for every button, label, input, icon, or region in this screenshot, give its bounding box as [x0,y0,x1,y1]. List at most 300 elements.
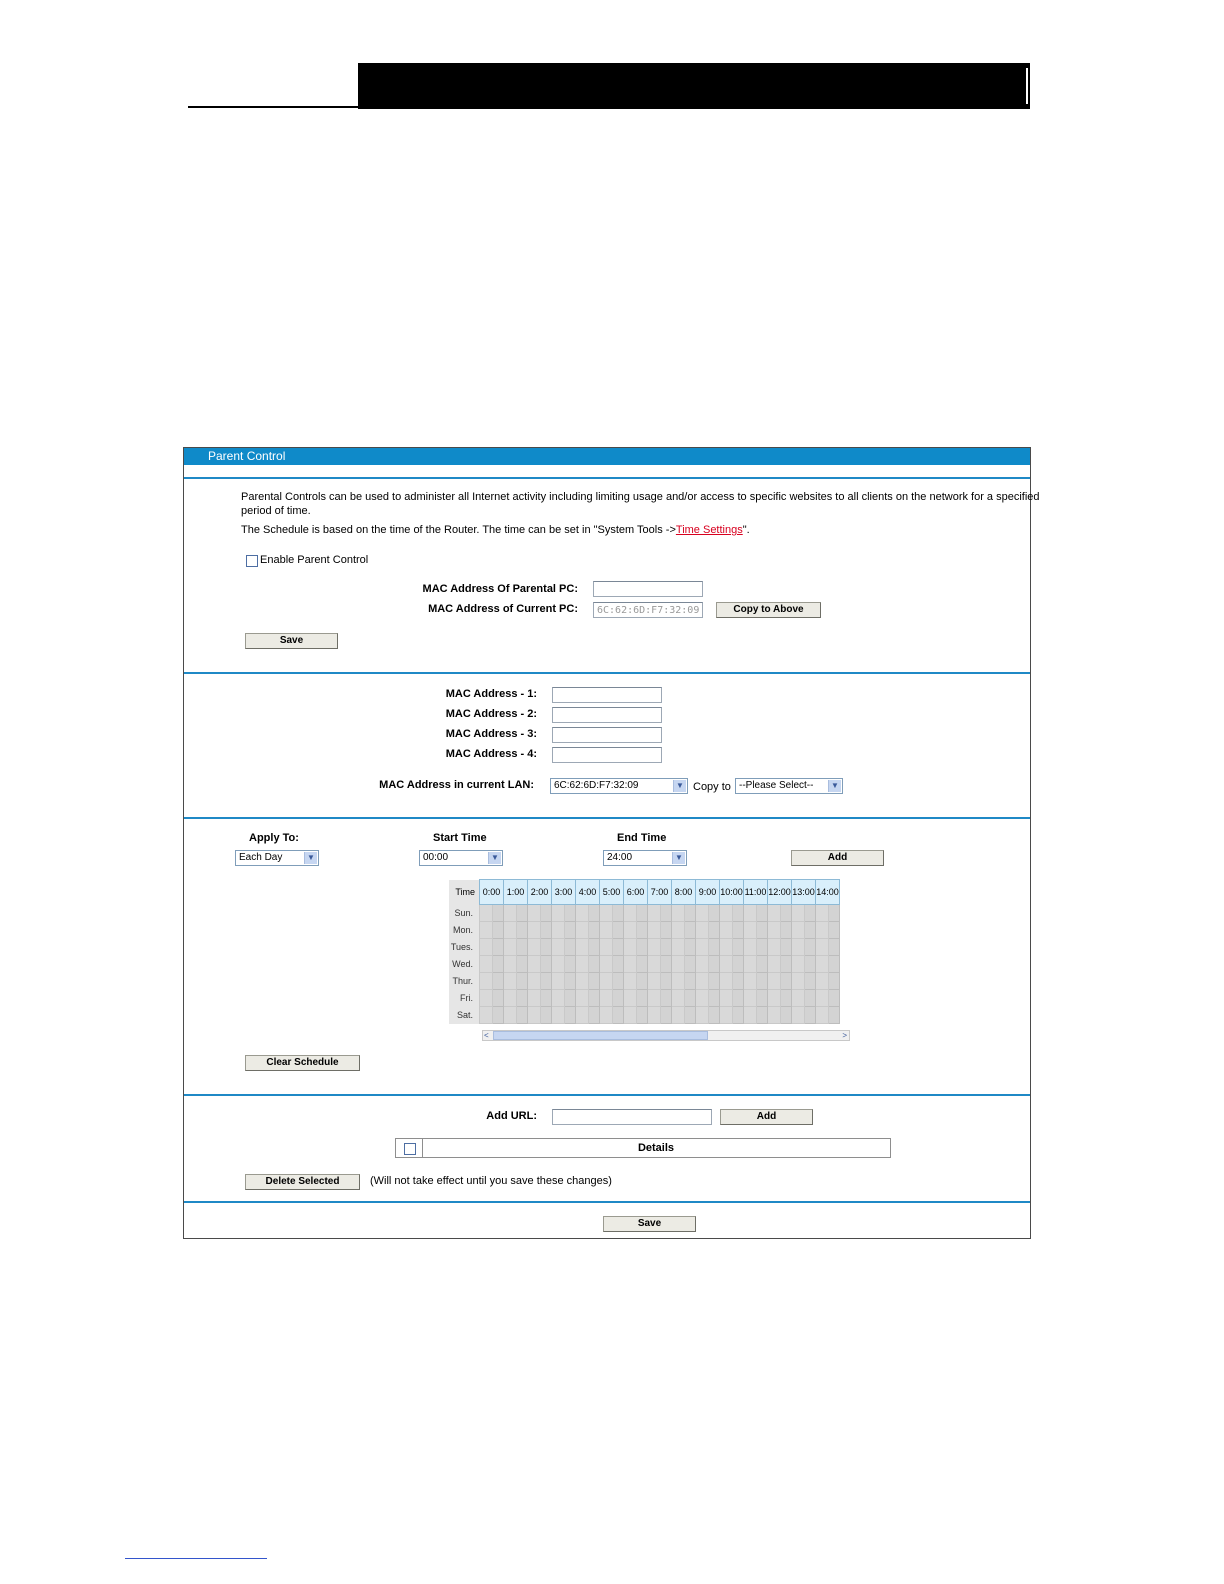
schedule-slot[interactable] [504,939,517,956]
intro-text-line2: period of time. [241,505,311,517]
schedule-slot[interactable] [600,922,613,939]
schedule-slot[interactable] [624,973,637,990]
schedule-slot[interactable] [660,956,671,973]
schedule-slot[interactable] [708,905,719,922]
schedule-slot[interactable] [636,990,647,1007]
schedule-slot[interactable] [552,990,565,1007]
schedule-slot[interactable] [528,956,541,973]
schedule-slot[interactable] [708,956,719,973]
schedule-slot[interactable] [612,973,623,990]
schedule-slot[interactable] [564,990,575,1007]
current-pc-mac-label: MAC Address of Current PC: [428,603,578,615]
schedule-slot[interactable] [672,973,685,990]
section-separator [184,477,1030,479]
schedule-slot[interactable] [744,922,757,939]
schedule-slot[interactable] [672,956,685,973]
schedule-slot[interactable] [660,922,671,939]
schedule-slot[interactable] [756,990,767,1007]
schedule-slot[interactable] [480,973,493,990]
schedule-slot[interactable] [648,956,661,973]
schedule-slot[interactable] [768,990,781,1007]
delete-note: (Will not take effect until you save these changes) [370,1175,612,1187]
schedule-slot[interactable] [756,956,767,973]
schedule-slot[interactable] [804,956,815,973]
schedule-slot[interactable] [684,973,695,990]
schedule-slot[interactable] [588,990,599,1007]
hour-header: 11:00 [744,880,768,905]
copy-to-label: Copy to [693,781,731,793]
schedule-slot[interactable] [732,990,743,1007]
schedule-slot[interactable] [720,956,733,973]
schedule-slot[interactable] [804,939,815,956]
schedule-slot[interactable] [600,1007,613,1024]
schedule-slot[interactable] [792,939,805,956]
clear-schedule-button[interactable]: Clear Schedule [245,1055,360,1071]
add-url-label: Add URL: [486,1110,537,1122]
schedule-slot[interactable] [576,973,589,990]
schedule-slot[interactable] [492,905,503,922]
schedule-slot[interactable] [684,990,695,1007]
schedule-slot[interactable] [828,905,839,922]
schedule-slot[interactable] [696,905,709,922]
schedule-slot[interactable] [816,905,829,922]
schedule-slot[interactable] [648,973,661,990]
hour-header: 1:00 [504,880,528,905]
mac-address-1-input[interactable] [552,687,662,703]
schedule-slot[interactable] [828,956,839,973]
day-label: Mon. [449,922,480,939]
schedule-slot[interactable] [816,956,829,973]
day-label: Sat. [449,1007,480,1024]
schedule-slot[interactable] [588,939,599,956]
schedule-slot[interactable] [504,990,517,1007]
hour-header: 3:00 [552,880,576,905]
day-label: Sun. [449,905,480,922]
parental-pc-mac-input[interactable] [593,581,703,597]
hour-header: 8:00 [672,880,696,905]
schedule-slot[interactable] [564,956,575,973]
schedule-slot[interactable] [588,922,599,939]
schedule-slot[interactable] [516,905,527,922]
lan-mac-label: MAC Address in current LAN: [379,779,534,791]
schedule-slot[interactable] [492,939,503,956]
lan-mac-selected: 6C:62:6D:F7:32:09 [554,780,639,791]
parent-control-panel [183,447,1040,1239]
apply-to-selected: Each Day [239,852,283,863]
schedule-slot[interactable] [732,939,743,956]
current-pc-mac-field: 6C:62:6D:F7:32:09 [593,602,703,618]
schedule-slot[interactable] [732,1007,743,1024]
schedule-slot[interactable] [672,905,685,922]
apply-to-label: Apply To: [249,832,299,844]
schedule-slot[interactable] [492,922,503,939]
mac-address-4-input[interactable] [552,747,662,763]
hour-header: 7:00 [648,880,672,905]
schedule-slot[interactable] [768,973,781,990]
schedule-slot[interactable] [540,922,551,939]
schedule-slot[interactable] [528,939,541,956]
schedule-slot[interactable] [528,905,541,922]
schedule-slot[interactable] [480,990,493,1007]
schedule-slot[interactable] [792,956,805,973]
mac-address-2-label: MAC Address - 2: [445,708,537,720]
schedule-slot[interactable] [792,1007,805,1024]
schedule-slot[interactable] [732,973,743,990]
hour-header: 13:00 [792,880,816,905]
add-url-button[interactable]: Add [720,1109,813,1125]
schedule-slot[interactable] [600,956,613,973]
save-button[interactable]: Save [603,1216,696,1232]
schedule-slot[interactable] [732,905,743,922]
schedule-slot[interactable] [576,956,589,973]
schedule-slot[interactable] [552,939,565,956]
hour-header: 14:00 [816,880,840,905]
day-label: Tues. [449,939,480,956]
schedule-slot[interactable] [816,939,829,956]
schedule-slot[interactable] [780,922,791,939]
schedule-slot[interactable] [684,956,695,973]
schedule-slot[interactable] [636,905,647,922]
schedule-slot[interactable] [732,922,743,939]
mac-address-4-label: MAC Address - 4: [445,748,537,760]
schedule-slot[interactable] [828,973,839,990]
schedule-slot[interactable] [744,973,757,990]
schedule-slot[interactable] [744,990,757,1007]
schedule-slot[interactable] [648,922,661,939]
schedule-slot[interactable] [564,973,575,990]
schedule-slot[interactable] [612,922,623,939]
section-separator [184,817,1030,819]
schedule-slot[interactable] [816,922,829,939]
schedule-slot[interactable] [720,1007,733,1024]
schedule-slot[interactable] [708,1007,719,1024]
mac-address-3-label: MAC Address - 3: [445,728,537,740]
schedule-slot[interactable] [804,905,815,922]
schedule-slot[interactable] [624,905,637,922]
schedule-slot[interactable] [612,905,623,922]
schedule-slot[interactable] [624,939,637,956]
schedule-slot[interactable] [684,905,695,922]
enable-parent-control-label: Enable Parent Control [260,554,369,566]
end-time-select[interactable] [603,850,687,866]
intro-text-suffix: ". [742,524,750,536]
schedule-slot[interactable] [756,939,767,956]
schedule-slot[interactable] [516,922,527,939]
schedule-slot[interactable] [792,922,805,939]
schedule-slot[interactable] [708,973,719,990]
schedule-slot[interactable] [780,905,791,922]
chevron-down-icon: ▼ [828,780,841,792]
schedule-slot[interactable] [720,905,733,922]
schedule-slot[interactable] [552,1007,565,1024]
schedule-slot[interactable] [564,905,575,922]
schedule-slot[interactable] [540,956,551,973]
schedule-slot[interactable] [528,1007,541,1024]
schedule-slot[interactable] [744,905,757,922]
schedule-slot[interactable] [804,973,815,990]
schedule-slot[interactable] [636,939,647,956]
schedule-slot[interactable] [720,939,733,956]
section-separator [184,1201,1030,1203]
select-all-checkbox[interactable] [404,1143,416,1155]
schedule-slot[interactable] [744,956,757,973]
chevron-down-icon: ▼ [304,852,317,864]
schedule-slot[interactable] [492,990,503,1007]
start-time-selected: 00:00 [423,852,449,863]
schedule-slot[interactable] [720,973,733,990]
schedule-slot[interactable] [660,990,671,1007]
hour-header: 5:00 [600,880,624,905]
schedule-slot[interactable] [660,905,671,922]
schedule-slot[interactable] [612,990,623,1007]
schedule-slot[interactable] [480,1007,493,1024]
schedule-slot[interactable] [576,1007,589,1024]
schedule-slot[interactable] [588,956,599,973]
schedule-slot[interactable] [684,1007,695,1024]
schedule-slot[interactable] [612,956,623,973]
schedule-slot[interactable] [696,990,709,1007]
schedule-slot[interactable] [612,939,623,956]
scroll-left-icon[interactable]: < [484,1031,489,1040]
schedule-scrollbar[interactable] [482,1030,850,1041]
end-time-label: End Time [617,832,667,844]
schedule-slot[interactable] [792,905,805,922]
schedule-slot[interactable] [768,1007,781,1024]
schedule-slot[interactable] [780,1007,791,1024]
schedule-slot[interactable] [768,922,781,939]
schedule-slot[interactable] [648,990,661,1007]
schedule-slot[interactable] [732,956,743,973]
mac-address-2-input[interactable] [552,707,662,723]
page-header-bar [358,63,1030,109]
schedule-slot[interactable] [552,973,565,990]
schedule-slot[interactable] [768,956,781,973]
schedule-slot[interactable] [660,973,671,990]
add-url-input[interactable] [552,1109,712,1125]
start-time-select[interactable] [419,850,503,866]
schedule-slot[interactable] [600,939,613,956]
scrollbar-thumb[interactable] [493,1031,708,1040]
schedule-slot[interactable] [756,905,767,922]
schedule-slot[interactable] [636,922,647,939]
day-label: Fri. [449,990,480,1007]
schedule-slot[interactable] [672,922,685,939]
add-schedule-button[interactable]: Add [791,850,884,866]
section-separator [184,1094,1030,1096]
schedule-slot[interactable] [648,1007,661,1024]
scroll-right-icon[interactable]: > [842,1031,847,1040]
schedule-slot[interactable] [816,1007,829,1024]
schedule-slot[interactable] [504,956,517,973]
schedule-slot[interactable] [696,922,709,939]
schedule-slot[interactable] [780,939,791,956]
schedule-slot[interactable] [492,956,503,973]
day-label: Wed. [449,956,480,973]
schedule-slot[interactable] [804,922,815,939]
schedule-slot[interactable] [756,922,767,939]
panel-title: Parent Control [208,449,286,463]
schedule-slot[interactable] [780,956,791,973]
schedule-slot[interactable] [660,1007,671,1024]
schedule-slot[interactable] [492,1007,503,1024]
schedule-slot[interactable] [480,939,493,956]
hour-header: 0:00 [480,880,504,905]
schedule-slot[interactable] [480,922,493,939]
schedule-slot[interactable] [672,1007,685,1024]
schedule-slot[interactable] [636,973,647,990]
delete-selected-button[interactable]: Delete Selected [245,1174,360,1190]
schedule-slot[interactable] [780,973,791,990]
schedule-slot[interactable] [780,990,791,1007]
schedule-slot[interactable] [552,956,565,973]
schedule-slot[interactable] [768,905,781,922]
schedule-slot[interactable] [672,939,685,956]
schedule-slot[interactable] [576,922,589,939]
details-header: Details [637,1142,675,1154]
schedule-slot[interactable] [792,973,805,990]
intro-text-prefix: The Schedule is based on the time of the Router. The time can be set in "System Tools -> [241,524,676,536]
schedule-slot[interactable] [828,990,839,1007]
schedule-slot[interactable] [828,939,839,956]
schedule-slot[interactable] [588,973,599,990]
schedule-slot[interactable] [588,905,599,922]
chevron-down-icon: ▼ [673,780,686,792]
enable-parent-control-checkbox[interactable] [246,555,258,567]
schedule-slot[interactable] [816,973,829,990]
hour-header: 12:00 [768,880,792,905]
copy-to-above-button[interactable]: Copy to Above [716,602,821,618]
schedule-slot[interactable] [636,1007,647,1024]
schedule-slot[interactable] [792,990,805,1007]
schedule-grid [449,879,840,1024]
day-label: Thur. [449,973,480,990]
schedule-slot[interactable] [576,905,589,922]
schedule-slot[interactable] [552,922,565,939]
schedule-slot[interactable] [648,905,661,922]
schedule-slot[interactable] [804,1007,815,1024]
schedule-slot[interactable] [600,905,613,922]
schedule-slot[interactable] [624,922,637,939]
schedule-slot[interactable] [552,905,565,922]
schedule-slot[interactable] [540,905,551,922]
schedule-slot[interactable] [804,990,815,1007]
schedule-slot[interactable] [492,973,503,990]
schedule-slot[interactable] [756,1007,767,1024]
schedule-slot[interactable] [564,922,575,939]
schedule-slot[interactable] [612,1007,623,1024]
schedule-slot[interactable] [696,956,709,973]
intro-text-line3 [241,524,750,536]
schedule-slot[interactable] [708,939,719,956]
schedule-slot[interactable] [636,956,647,973]
schedule-slot[interactable] [768,939,781,956]
schedule-slot[interactable] [480,905,493,922]
url-details-table [395,1138,891,1158]
schedule-slot[interactable] [504,1007,517,1024]
url-select-all-cell [396,1139,423,1157]
schedule-slot[interactable] [528,990,541,1007]
schedule-slot[interactable] [540,973,551,990]
schedule-slot[interactable] [816,990,829,1007]
schedule-slot[interactable] [480,956,493,973]
schedule-slot[interactable] [624,990,637,1007]
hour-header: 4:00 [576,880,600,905]
schedule-slot[interactable] [696,973,709,990]
time-header: Time [449,880,480,905]
schedule-slot[interactable] [588,1007,599,1024]
schedule-slot[interactable] [528,973,541,990]
schedule-slot[interactable] [684,922,695,939]
schedule-slot[interactable] [744,939,757,956]
time-settings-link[interactable]: Time Settings [675,524,743,536]
schedule-slot[interactable] [528,922,541,939]
schedule-slot[interactable] [744,1007,757,1024]
schedule-slot[interactable] [708,990,719,1007]
schedule-slot[interactable] [516,956,527,973]
schedule-slot[interactable] [828,1007,839,1024]
schedule-slot[interactable] [720,922,733,939]
mac-address-3-input[interactable] [552,727,662,743]
section-separator [184,672,1030,674]
schedule-slot[interactable] [516,990,527,1007]
schedule-slot[interactable] [564,1007,575,1024]
schedule-slot[interactable] [600,973,613,990]
schedule-slot[interactable] [504,922,517,939]
schedule-slot[interactable] [576,990,589,1007]
schedule-slot[interactable] [648,939,661,956]
start-time-label: Start Time [433,832,487,844]
hour-header: 9:00 [696,880,720,905]
schedule-slot[interactable] [540,939,551,956]
page-header-tick [1026,68,1028,104]
schedule-slot[interactable] [540,1007,551,1024]
schedule-slot[interactable] [660,939,671,956]
schedule-slot[interactable] [516,1007,527,1024]
schedule-slot[interactable] [504,905,517,922]
schedule-slot[interactable] [624,1007,637,1024]
schedule-slot[interactable] [540,990,551,1007]
schedule-table [449,879,847,1040]
schedule-slot[interactable] [600,990,613,1007]
copy-to-selected: --Please Select-- [739,780,814,791]
schedule-slot[interactable] [708,922,719,939]
schedule-slot[interactable] [564,939,575,956]
hour-header: 10:00 [720,880,744,905]
page-header-rule [188,106,360,108]
mac-address-1-label: MAC Address - 1: [445,688,537,700]
schedule-slot[interactable] [504,973,517,990]
chevron-down-icon: ▼ [488,852,501,864]
copy-to-select[interactable] [735,778,843,794]
parental-pc-mac-label: MAC Address Of Parental PC: [422,583,578,595]
schedule-slot[interactable] [516,939,527,956]
schedule-slot[interactable] [696,1007,709,1024]
save-parental-pc-button[interactable]: Save [245,633,338,649]
end-time-selected: 24:00 [607,852,633,863]
lan-mac-select[interactable] [550,778,688,794]
apply-to-select[interactable] [235,850,319,866]
schedule-slot[interactable] [516,973,527,990]
schedule-slot[interactable] [624,956,637,973]
schedule-slot[interactable] [720,990,733,1007]
schedule-slot[interactable] [576,939,589,956]
schedule-slot[interactable] [756,973,767,990]
schedule-slot[interactable] [696,939,709,956]
hour-header: 2:00 [528,880,552,905]
schedule-slot[interactable] [828,922,839,939]
schedule-slot[interactable] [672,990,685,1007]
schedule-slot[interactable] [684,939,695,956]
